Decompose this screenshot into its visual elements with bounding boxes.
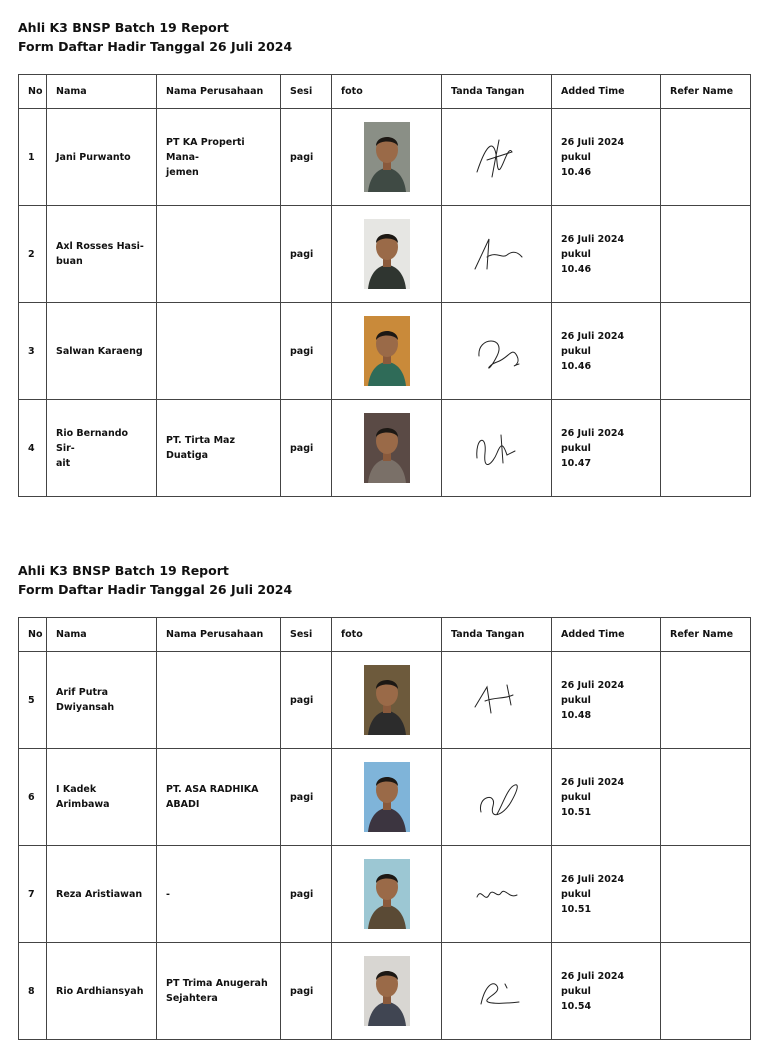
person-photo [364,956,410,1026]
col-no: No [19,618,47,652]
cell-sesi: pagi [281,400,332,497]
signature-image [467,966,527,1016]
cell-sesi: pagi [281,943,332,1040]
signature-image [467,132,527,182]
person-photo [364,413,410,483]
cell-no: 2 [19,206,47,303]
cell-perusahaan: PT Trima Anugerah Sejahtera [157,943,281,1040]
cell-tanda-tangan [442,943,552,1040]
report-title: Ahli K3 BNSP Batch 19 Report [18,563,229,578]
signature-image [467,326,527,376]
cell-added-time: 26 Juli 2024 pukul 10.47 [552,400,661,497]
table-row [19,749,751,846]
cell-tanda-tangan [442,303,552,400]
cell-perusahaan: PT KA Properti Mana- jemen [157,109,281,206]
attendance-table [18,74,751,497]
table-row [19,109,751,206]
cell-foto [332,206,442,303]
table-row [19,652,751,749]
cell-refer-name [661,749,751,846]
cell-refer-name [661,943,751,1040]
col-ttd: Tanda Tangan [442,618,552,652]
cell-no: 7 [19,846,47,943]
table-row [19,303,751,400]
signature-image [467,675,527,725]
col-foto: foto [332,618,442,652]
col-added: Added Time [552,618,661,652]
signature-image [467,229,527,279]
cell-nama: Axl Rosses Hasi- buan [47,206,157,303]
cell-added-time: 26 Juli 2024 pukul 10.48 [552,652,661,749]
table-row [19,206,751,303]
col-ttd: Tanda Tangan [442,75,552,109]
col-refer: Refer Name [661,75,751,109]
cell-no: 6 [19,749,47,846]
cell-refer-name [661,109,751,206]
col-no: No [19,75,47,109]
cell-nama: Reza Aristiawan [47,846,157,943]
signature-image [467,772,527,822]
cell-tanda-tangan [442,206,552,303]
cell-no: 1 [19,109,47,206]
cell-perusahaan: PT. Tirta Maz Duatiga [157,400,281,497]
cell-foto [332,943,442,1040]
person-photo [364,122,410,192]
form-title: Form Daftar Hadir Tanggal 26 Juli 2024 [18,582,293,597]
cell-added-time: 26 Juli 2024 pukul 10.51 [552,846,661,943]
cell-sesi: pagi [281,846,332,943]
col-perusahaan: Nama Perusahaan [157,75,281,109]
cell-refer-name [661,652,751,749]
person-photo [364,762,410,832]
cell-added-time: 26 Juli 2024 pukul 10.54 [552,943,661,1040]
cell-no: 3 [19,303,47,400]
cell-nama: Rio Bernando Sir- ait [47,400,157,497]
cell-sesi: pagi [281,206,332,303]
cell-foto [332,400,442,497]
cell-sesi: pagi [281,749,332,846]
cell-perusahaan: PT. ASA RADHIKA ABADI [157,749,281,846]
cell-foto [332,109,442,206]
table-header-row [19,618,751,652]
col-added: Added Time [552,75,661,109]
table-row [19,846,751,943]
cell-perusahaan [157,652,281,749]
cell-refer-name [661,400,751,497]
cell-added-time: 26 Juli 2024 pukul 10.46 [552,206,661,303]
cell-sesi: pagi [281,303,332,400]
cell-perusahaan: - [157,846,281,943]
form-title: Form Daftar Hadir Tanggal 26 Juli 2024 [18,39,293,54]
table-row [19,943,751,1040]
cell-perusahaan [157,303,281,400]
cell-foto [332,652,442,749]
report-section-1 [18,18,750,497]
col-sesi: Sesi [281,618,332,652]
cell-tanda-tangan [442,109,552,206]
person-photo [364,316,410,386]
signature-image [467,423,527,473]
cell-nama: Rio Ardhiansyah [47,943,157,1040]
report-section-2 [18,561,750,1040]
person-photo [364,859,410,929]
report-title: Ahli K3 BNSP Batch 19 Report [18,20,229,35]
cell-refer-name [661,846,751,943]
cell-added-time: 26 Juli 2024 pukul 10.46 [552,109,661,206]
col-nama: Nama [47,75,157,109]
cell-foto [332,749,442,846]
person-photo [364,219,410,289]
cell-nama: Arif Putra Dwiyansah [47,652,157,749]
cell-perusahaan [157,206,281,303]
cell-tanda-tangan [442,749,552,846]
attendance-table [18,617,751,1040]
cell-sesi: pagi [281,652,332,749]
cell-nama: Salwan Karaeng [47,303,157,400]
cell-added-time: 26 Juli 2024 pukul 10.51 [552,749,661,846]
cell-tanda-tangan [442,652,552,749]
col-perusahaan: Nama Perusahaan [157,618,281,652]
cell-refer-name [661,303,751,400]
cell-refer-name [661,206,751,303]
cell-sesi: pagi [281,109,332,206]
col-foto: foto [332,75,442,109]
col-refer: Refer Name [661,618,751,652]
cell-tanda-tangan [442,846,552,943]
cell-no: 8 [19,943,47,1040]
cell-foto [332,303,442,400]
cell-no: 5 [19,652,47,749]
cell-no: 4 [19,400,47,497]
signature-image [467,869,527,919]
cell-added-time: 26 Juli 2024 pukul 10.46 [552,303,661,400]
cell-nama: I Kadek Arimbawa [47,749,157,846]
cell-tanda-tangan [442,400,552,497]
table-header-row [19,75,751,109]
table-row [19,400,751,497]
cell-foto [332,846,442,943]
col-nama: Nama [47,618,157,652]
person-photo [364,665,410,735]
col-sesi: Sesi [281,75,332,109]
cell-nama: Jani Purwanto [47,109,157,206]
